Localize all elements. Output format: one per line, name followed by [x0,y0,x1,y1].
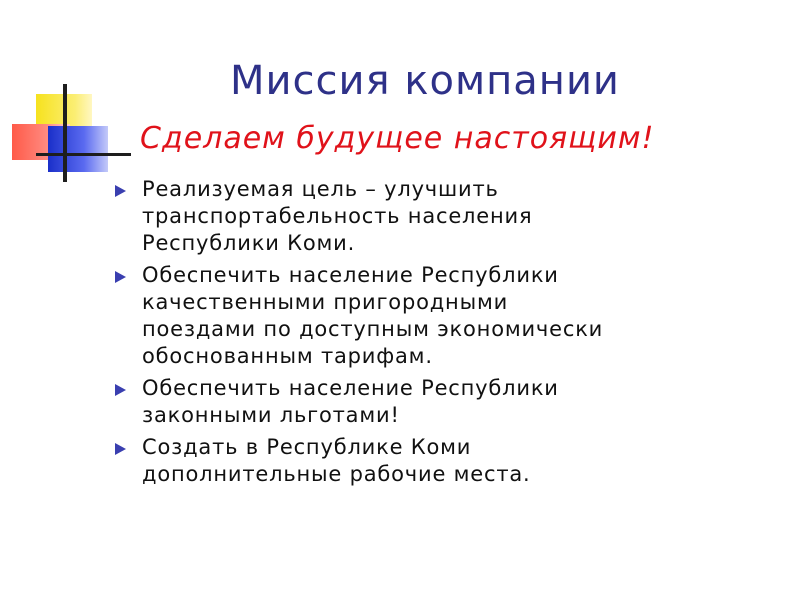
triangle-bullet-icon [115,443,126,455]
bullet-text: Создать в Республике Коми дополнительные рабочие места. [142,435,531,486]
bullet-item [110,375,750,429]
slide-subtitle: Сделаем будущее настоящим! [140,121,655,156]
slide-title: Миссия компании [230,58,620,104]
decorative-horizontal-line [36,153,131,156]
bullet-list [110,176,750,493]
triangle-bullet-icon [115,185,126,197]
bullet-text: Обеспечить население Республики качественными пригородными поездами по доступным экономически обоснованным тарифам. [142,263,604,368]
triangle-bullet-icon [115,384,126,396]
decorative-blue-square [48,126,108,172]
decorative-vertical-line [63,84,67,182]
triangle-bullet-icon [115,271,126,283]
bullet-item [110,434,750,488]
bullet-item [110,176,750,257]
bullet-text: Реализуемая цель – улучшить транспортабельность населения Республики Коми. [142,177,533,255]
bullet-text: Обеспечить население Республики законными льготами! [142,376,559,427]
bullet-item [110,262,750,370]
